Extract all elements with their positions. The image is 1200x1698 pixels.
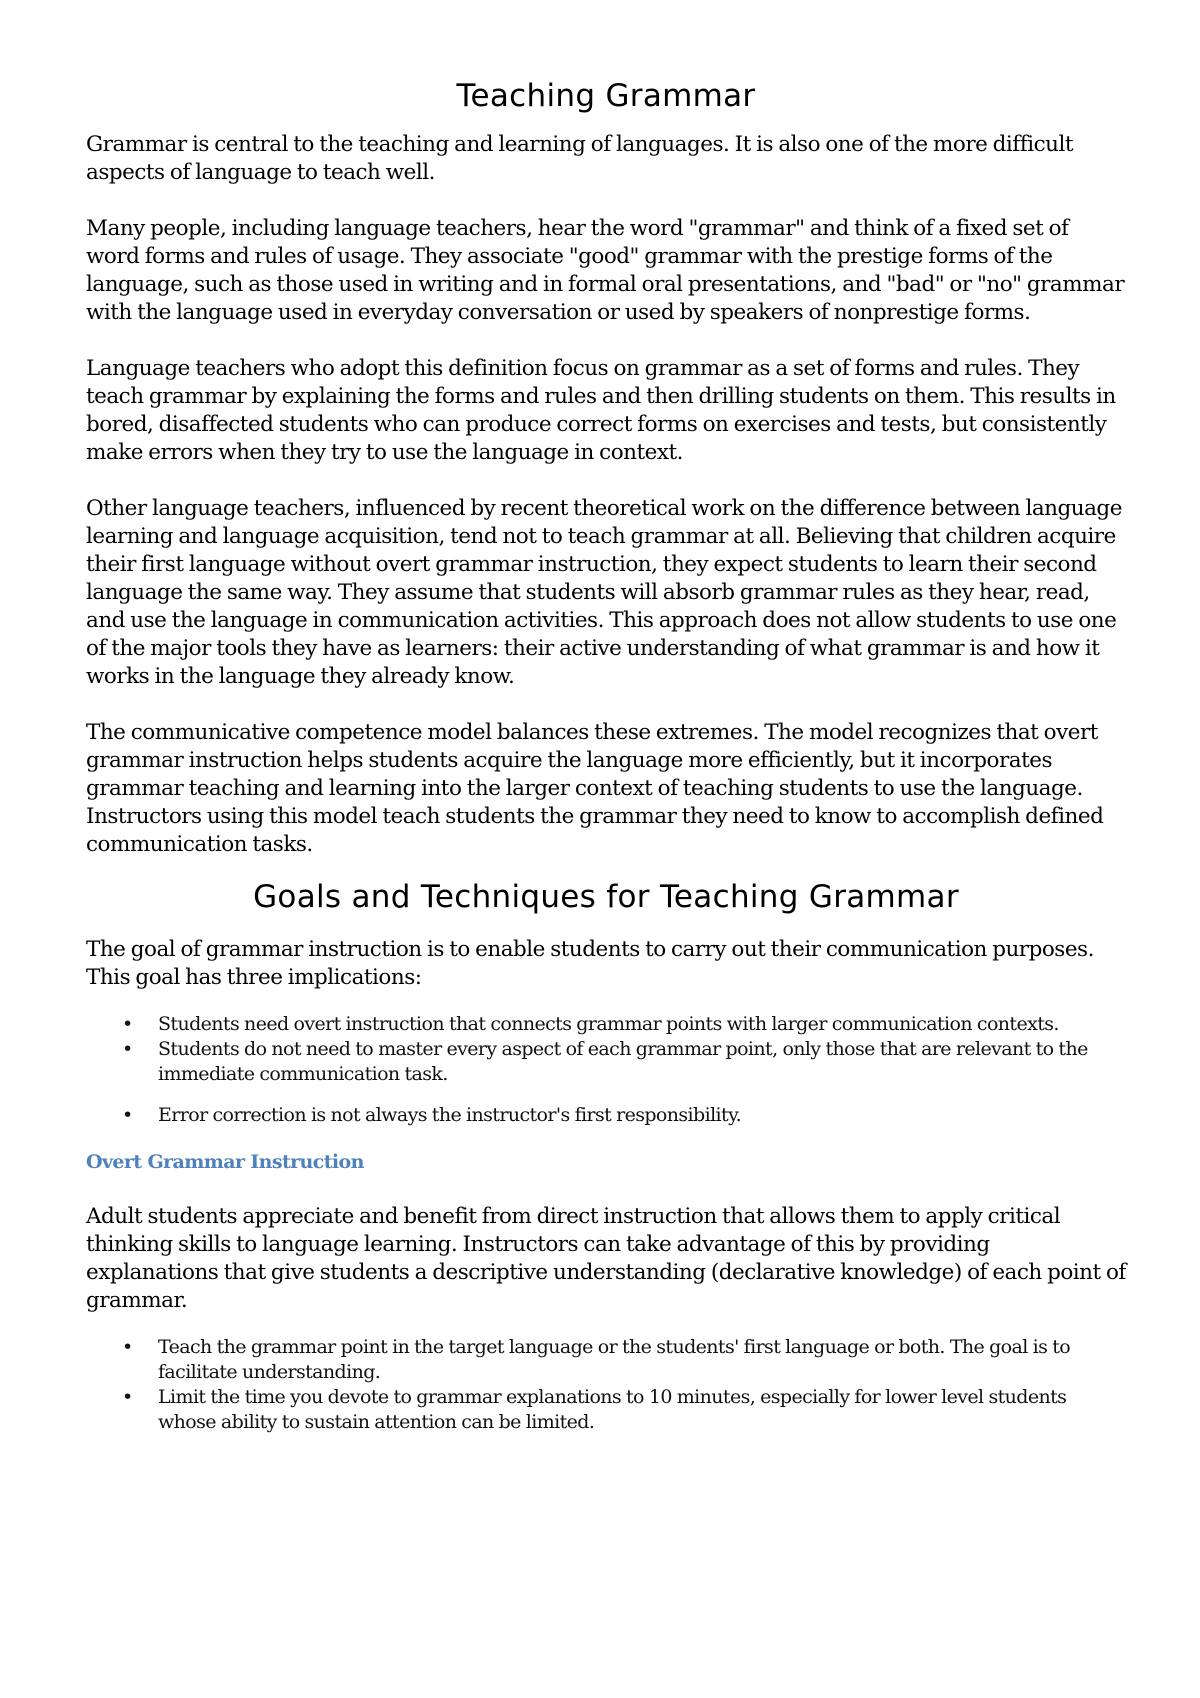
list-item [86, 1385, 1126, 1435]
page-title: Teaching Grammar [456, 78, 756, 114]
list-item-text: Limit the time you devote to grammar explanations to 10 minutes, especially for lower level students whose ability to sustain attention can be limited. [158, 1386, 1067, 1434]
list-item-text: Students do not need to master every aspect of each grammar point, only those that are relevant to the immediate communication task. [158, 1038, 1088, 1086]
goals-paragraph: The goal of grammar instruction is to enable students to carry out their communication purposes. This goal has three implications: [86, 937, 1094, 991]
list-item [86, 1335, 1126, 1385]
list-item [86, 1103, 1126, 1128]
section-heading-goals: Goals and Techniques for Teaching Grammar [253, 879, 959, 916]
paragraph: Grammar is central to the teaching and learning of languages. It is also one of the more difficult aspects of language to teach well. [86, 132, 1073, 186]
goals-bullet-list [86, 1012, 1126, 1128]
list-item [86, 1012, 1126, 1037]
paragraph: The communicative competence model balances these extremes. The model recognizes that overt grammar instruction helps students acquire the language more efficiently, but it incorporates grammar teaching and learning into the larger context of teaching students to use the language. Instructors using this model teach students the grammar they need to know to accomplish defined communication tasks. [86, 720, 1104, 858]
overt-bullet-list [86, 1335, 1126, 1435]
bullet-icon: • [122, 1104, 133, 1127]
paragraph: Many people, including language teachers, hear the word "grammar" and think of a fixed set of word forms and rules of usage. They associate "good" grammar with the prestige forms of the language, such as those used in writing and in formal oral presentations, and "bad" or "no" grammar with the language used in everyday conversation or used by speakers of nonprestige forms. [86, 216, 1125, 326]
list-item-text: Error correction is not always the instructor's first responsibility. [158, 1104, 742, 1127]
list-item-text: Students need overt instruction that connects grammar points with larger communication contexts. [158, 1013, 1059, 1036]
subheading-overt-grammar: Overt Grammar Instruction [86, 1151, 364, 1174]
document-page [86, 78, 1126, 1451]
list-item [86, 1037, 1126, 1087]
overt-paragraph: Adult students appreciate and benefit from direct instruction that allows them to apply critical thinking skills to language learning. Instructors can take advantage of this by providing explanations that give students a descriptive understanding (declarative knowledge) of each point of grammar. [86, 1204, 1126, 1314]
bullet-icon: • [122, 1336, 133, 1359]
bullet-icon: • [122, 1013, 133, 1036]
bullet-icon: • [122, 1038, 133, 1061]
paragraph: Language teachers who adopt this definition focus on grammar as a set of forms and rules. They teach grammar by explaining the forms and rules and then drilling students on them. This results in bored, disaffected students who can produce correct forms on exercises and tests, but consistently make errors when they try to use the language in context. [86, 356, 1116, 466]
paragraph: Other language teachers, influenced by recent theoretical work on the difference between language learning and language acquisition, tend not to teach grammar at all. Believing that children acquire their first language without overt grammar instruction, they expect students to learn their second language the same way. They assume that students will absorb grammar rules as they hear, read, and use the language in communication activities. This approach does not allow students to use one of the major tools they have as learners: their active understanding of what grammar is and how it works in the language they already know. [86, 496, 1122, 690]
list-item-text: Teach the grammar point in the target language or the students' first language or both. The goal is to facilitate understanding. [158, 1336, 1071, 1384]
bullet-icon: • [122, 1386, 133, 1409]
